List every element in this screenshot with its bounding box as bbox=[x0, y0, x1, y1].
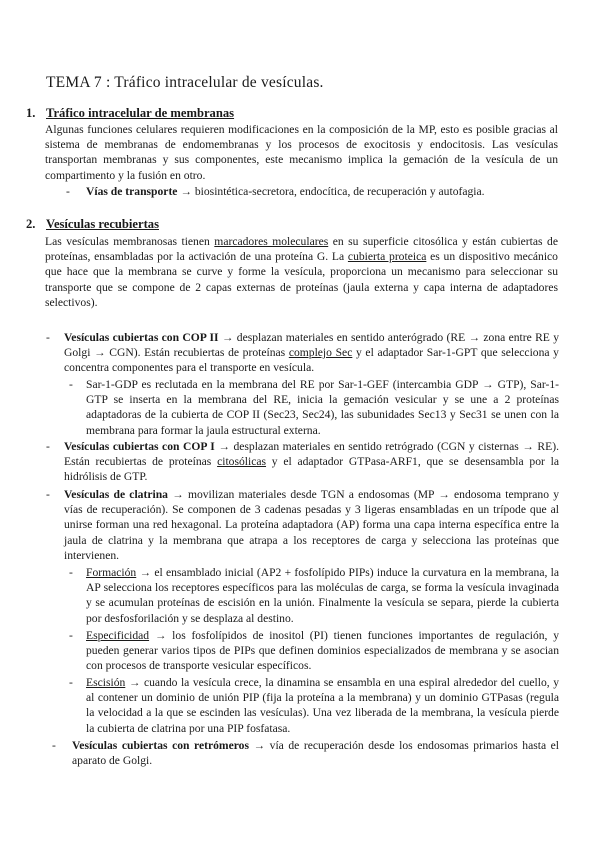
text-run: → vía de recuperación desde los endosomas primarios hasta el aparato de Golgi. bbox=[72, 739, 559, 768]
dash-marker: - bbox=[66, 185, 70, 198]
dash-marker: - bbox=[52, 739, 56, 752]
clatrina-label: Vesículas de clatrina bbox=[64, 488, 168, 501]
especificidad-subitem bbox=[86, 628, 559, 674]
dash-marker: - bbox=[46, 331, 50, 344]
dash-marker: - bbox=[46, 440, 50, 453]
section-2-title: Vesículas recubiertas bbox=[46, 217, 159, 231]
escision-subitem bbox=[86, 675, 559, 736]
vias-transporte-label: Vías de transporte bbox=[86, 185, 178, 198]
text-run: y el adaptador Sar-1-GPT que selecciona y concentra componentes para el transporte en vesícula. bbox=[64, 346, 559, 375]
text-run: → desplazan materiales en sentido retrógrado (CGN y cisternas → RE). Están recubiertas de proteínas bbox=[64, 440, 559, 469]
section-1-heading bbox=[26, 106, 234, 121]
text-run: Las vesículas membranosas tienen bbox=[45, 235, 215, 248]
marcadores-moleculares-term: marcadores moleculares bbox=[214, 235, 329, 248]
text-run: → cuando la vesícula crece, la dinamina se ensambla en una espiral alrededor del cuello, y al contener un dominio de unión PIP (fija la proteína a la membrana) y un dominio GTPasas (regula la velocidad a la que se escinden las vesículas). Una vez liberada de la membrana, la vesícula pierde la cubierta de clatrina por una PIP fosfatasa. bbox=[86, 676, 559, 735]
text-run: → desplazan materiales en sentido anterógrado (RE → zona entre RE y Golgi → CGN). Están recubiertas de proteínas bbox=[64, 331, 559, 360]
page-title: TEMA 7 : Tráfico intracelular de vesículas. bbox=[46, 74, 324, 91]
formacion-label: Formación bbox=[86, 566, 137, 579]
vias-transporte-text: → biosintética-secretora, endocítica, de recuperación y autofagia. bbox=[180, 185, 485, 198]
retromeros-label: Vesículas cubiertas con retrómeros bbox=[72, 739, 249, 752]
dash-marker: - bbox=[69, 566, 73, 579]
section-2-heading bbox=[26, 217, 159, 232]
copii-subitem: Sar-1-GDP es reclutada en la membrana del RE por Sar-1-GEF (intercambia GDP → GTP), Sar-1-GTP se inserta en la membrana del RE, inicia la gemación vesicular y se une a 2 proteínas adaptadoras de la cubierta de COP II (Sec23, Sec24), las subunidades Sec13 y Sec31 se unen con la membrana para formar la jaula estructural externa. bbox=[86, 378, 559, 437]
section-1-paragraph: Algunas funciones celulares requieren modificaciones en la composición de la MP, esto es posible gracias al sistema de membranas de endomembranas y los procesos de exocitosis y endocitosis. Las vesículas transportan membranas y sus componentes, este mecanismo implica la gemación de la vesícula de un compartimento y la fusión en otro. bbox=[45, 123, 558, 182]
section-2-number: 2. bbox=[26, 217, 36, 231]
complejo-sec-term: complejo Sec bbox=[288, 346, 353, 360]
copi-label: Vesículas cubiertas con COP I bbox=[64, 440, 215, 453]
text-run: en su superficie citosólica y están cubiertas de proteínas, ensambladas por la activación de una proteína G. La bbox=[45, 235, 558, 264]
escision-label: Escisión bbox=[86, 676, 126, 689]
text-run: y el adaptador GTPasa-ARF1, que se desensambla por la hidrólisis de GTP. bbox=[64, 455, 559, 484]
dash-marker: - bbox=[69, 378, 73, 391]
text-run: → los fosfolípidos de inositol (PI) tienen funciones importantes de regulación, y pueden generar varios tipos de PIPs que definen dominios especializados de membrana y se asocian con procesos de transporte vesicular específicos. bbox=[86, 629, 559, 673]
copii-label: Vesículas cubiertas con COP II bbox=[64, 331, 219, 344]
dash-marker: - bbox=[69, 676, 73, 689]
dash-marker: - bbox=[46, 488, 50, 501]
section-2-paragraph bbox=[45, 234, 558, 310]
citosolicas-term: citosólicas bbox=[217, 455, 267, 469]
text-run: → movilizan materiales desde TGN a endosomas (MP → endosoma temprano y vías de recuperación). Se componen de 3 cadenas pesadas y 3 ligeras ensambladas en un trípode que al unirse forman una red hexagonal. La proteína adaptadora (AP) forma una capa interna específica entre la jaula de clatrina y la membrana que atrapa a los receptores de carga y selecciona las proteínas que intervienen. bbox=[64, 488, 559, 562]
copi-item bbox=[64, 439, 559, 485]
vias-transporte-item bbox=[86, 184, 558, 199]
copii-item bbox=[64, 330, 559, 376]
formacion-subitem bbox=[86, 565, 559, 626]
dash-marker: - bbox=[69, 629, 73, 642]
cubierta-proteica-term: cubierta proteica bbox=[347, 250, 427, 264]
especificidad-label: Especificidad bbox=[86, 629, 150, 642]
text-run: es un dispositivo mecánico que hace que la membrana se curve y forme la vesícula, proporciona un mecanismo para seleccionar su transporte que se compone de 2 capas externas de proteínas (jaula externa y capa interna de adaptadores selectivos). bbox=[45, 250, 558, 309]
section-1-number: 1. bbox=[26, 106, 36, 120]
retromeros-item bbox=[72, 738, 559, 768]
clatrina-item bbox=[64, 487, 559, 563]
text-run: → el ensamblado inicial (AP2 + fosfolípido PIPs) induce la curvatura en la membrana, la AP selecciona los receptores específicos para las moléculas de carga, se forma la vesícula invaginada y se acumulan proteínas de escisión en la unión. Finalmente la vesícula se separa, pierde la cubierta por desfosforilación y se desplaza al destino. bbox=[86, 566, 559, 625]
section-1-title: Tráfico intracelular de membranas bbox=[46, 106, 235, 120]
